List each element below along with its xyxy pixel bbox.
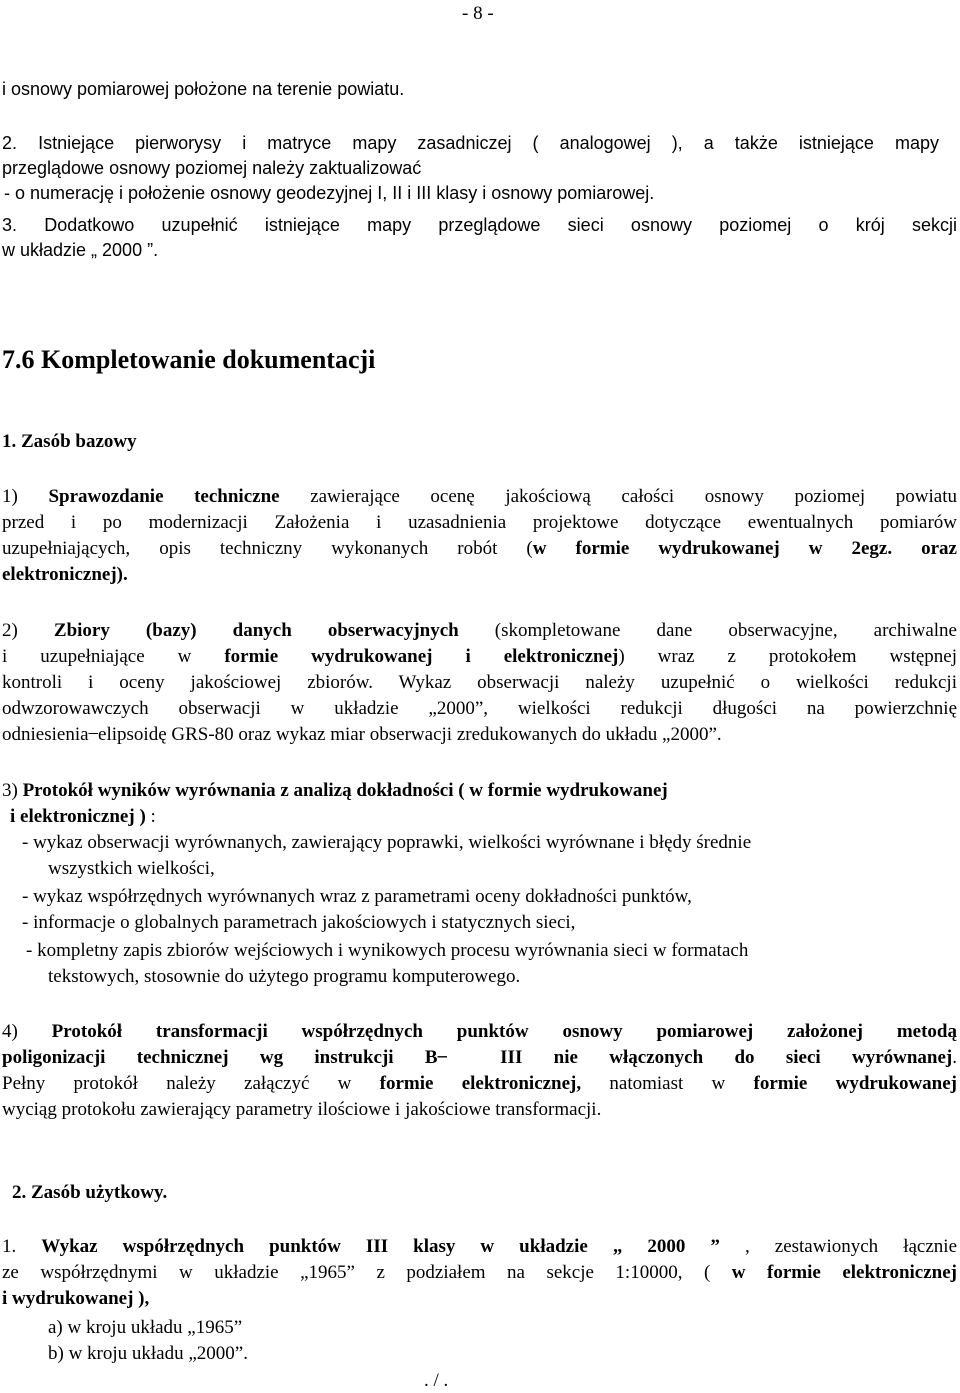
list-item: 4) Protokół transformacji współrzędnych punktów osnowy pomiarowej założonej metodą [2,1021,958,1042]
list-item: a) w kroju układu „1965” [48,1317,243,1338]
paragraph-line: kontroli i oceny jakościowej zbiorów. Wykaz obserwacji należy uzupełnić o wielkości redukcji [2,672,957,693]
paragraph-line: i uzupełniające w formie wydrukowanej i elektronicznej) wraz z protokołem wstępnej [2,646,958,667]
paragraph-line: i osnowy pomiarowej położone na terenie powiatu. [2,79,405,99]
subsection-title: 1. Zasób bazowy [2,431,137,452]
page-number: - 8 - [462,3,494,24]
list-item: - o numerację i położenie osnowy geodezyjnej I, II i III klasy i osnowy pomiarowej. [4,183,655,203]
paragraph-line: w układzie „ 2000 ”. [2,240,159,260]
paragraph-line: wszystkich wielkości, [48,858,215,879]
paragraph-line: przed i po modernizacji Założenia i uzasadnienia projektowe dotyczące ewentualnych pomiarów [2,512,957,533]
list-item: - kompletny zapis zbiorów wejściowych i wynikowych procesu wyrównania sieci w formatach [26,940,749,961]
paragraph-line: odwzorowawczych obserwacji w układzie „2000”, wielkości redukcji długości na powierzchnię [2,698,957,719]
paragraph-line: poligonizacji technicznej wg instrukcji B ̶ III nie włączonych do sieci wyrównanej. [2,1047,957,1068]
list-item: 2) Zbiory (bazy) danych obserwacyjnych (skompletowane dane obserwacyjne, archiwalne [2,620,957,641]
subsection-title: 2. Zasób użytkowy. [12,1182,168,1203]
paragraph-line: ze współrzędnymi w układzie „1965” z podziałem na sekcje 1:10000, ( w formie elektronicznej [2,1262,957,1283]
list-item: - informacje o globalnych parametrach jakościowych i statycznych sieci, [22,912,576,933]
list-item: - wykaz obserwacji wyrównanych, zawierający poprawki, wielkości wyrównane i błędy średnie [22,832,752,853]
paragraph-line: tekstowych, stosownie do użytego programu komputerowego. [48,966,521,987]
section-heading: 7.6 Kompletowanie dokumentacji [2,345,376,374]
paragraph-line: 2. Istniejące pierworysy i matryce mapy zasadniczej ( analogowej ), a także istniejące mapy [2,133,939,153]
paragraph-line: 3. Dodatkowo uzupełnić istniejące mapy przeglądowe sieci osnowy poziomej o krój sekcji [2,215,957,235]
paragraph-line: i elektronicznej ) : [10,806,156,827]
paragraph-line: wyciąg protokołu zawierający parametry ilościowe i jakościowe transformacji. [2,1099,602,1120]
paragraph-line: odniesienia ̶ elipsoidę GRS-80 oraz wykaz miar obserwacji zredukowanych do układu „2000”. [2,724,722,745]
list-item: 1) Sprawozdanie techniczne zawierające ocenę jakościową całości osnowy poziomej powiatu [2,486,958,507]
paragraph-line: elektronicznej). [2,564,128,585]
paragraph-line: i wydrukowanej ), [2,1288,150,1309]
list-item: - wykaz współrzędnych wyrównanych wraz z parametrami oceny dokładności punktów, [22,886,692,907]
paragraph-line: Pełny protokół należy załączyć w formie elektronicznej, natomiast w formie wydrukowanej [2,1073,957,1094]
paragraph-line: uzupełniających, opis techniczny wykonanych robót (w formie wydrukowanej w 2egz. oraz [2,538,957,559]
page-footer: . / . [424,1370,449,1391]
list-item: b) w kroju układu „2000”. [48,1343,248,1364]
list-item: 3) Protokół wyników wyrównania z analizą dokładności ( w formie wydrukowanej [2,780,668,801]
paragraph-line: przeglądowe osnowy poziomej należy zaktualizować [2,158,422,178]
list-item: 1. Wykaz współrzędnych punktów III klasy w układzie „ 2000 ” , zestawionych łącznie [2,1236,958,1257]
